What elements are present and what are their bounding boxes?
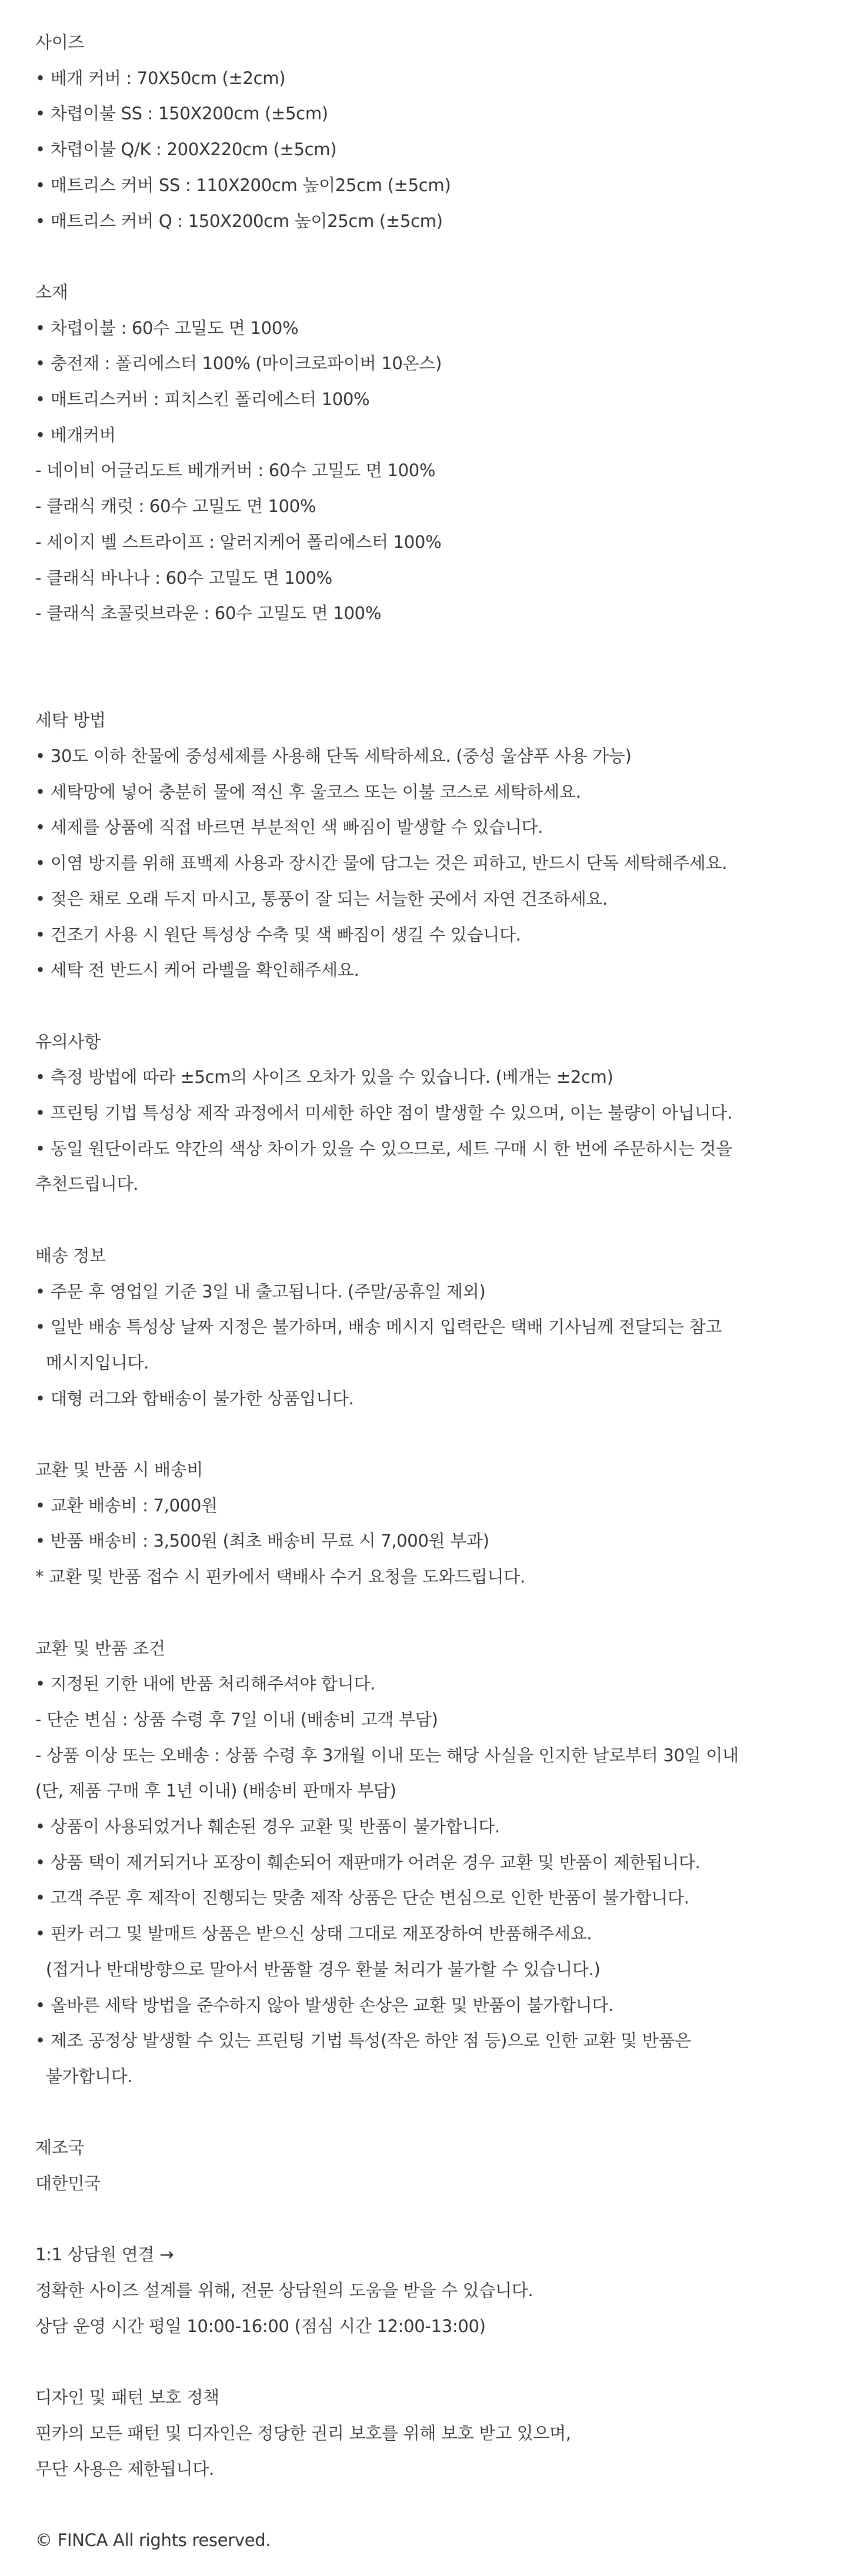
consult-item: 정확한 사이즈 설계를 위해, 전문 상담원의 도움을 받을 수 있습니다. [35, 2280, 533, 2301]
material-section [35, 275, 847, 631]
size-title: 사이즈 [35, 32, 85, 52]
washing-item: • 젖은 채로 오래 두지 마시고, 통풍이 잘 되는 서늘한 곳에서 자연 건조하세요. [35, 888, 608, 909]
material-item: - 클래식 초콜릿브라운 : 60수 고밀도 면 100% [35, 603, 382, 624]
washing-title: 세탁 방법 [35, 710, 106, 731]
washing-item: • 건조기 사용 시 원단 특성상 수축 및 색 빠짐이 생길 수 있습니다. [35, 924, 521, 945]
notice-section [35, 1024, 847, 1203]
size-section [35, 25, 847, 239]
return-terms-item: • 상품이 사용되었거나 훼손된 경우 교환 및 반품이 불가합니다. [35, 1816, 500, 1837]
origin-section [35, 2130, 847, 2201]
washing-item: • 30도 이하 찬물에 중성세제를 사용해 단독 세탁하세요. (중성 울샴푸 사용 가능) [35, 746, 632, 767]
shipping-item: 메시지입니다. [35, 1352, 149, 1373]
shipping-title: 배송 정보 [35, 1245, 106, 1266]
material-item: • 차렵이불 : 60수 고밀도 면 100% [35, 317, 299, 338]
return-terms-item: • 고객 주문 후 제작이 진행되는 맞춤 제작 상품은 단순 변심으로 인한 반품이 불가합니다. [35, 1888, 689, 1908]
return-terms-item: • 지정된 기한 내에 반품 처리해주셔야 합니다. [35, 1674, 376, 1694]
shipping-section [35, 1238, 847, 1417]
spacer [35, 631, 847, 702]
spacer [35, 2487, 847, 2523]
return-terms-item: • 올바른 세탁 방법을 준수하지 않아 발생한 손상은 교환 및 반품이 불가합니다. [35, 1995, 613, 2015]
return-terms-item: - 상품 이상 또는 오배송 : 상품 수령 후 3개월 이내 또는 해당 사실을 인지한 날로부터 30일 이내 [35, 1745, 739, 1765]
spacer [35, 2344, 847, 2380]
size-item: • 베개 커버 : 70X50cm (±2cm) [35, 68, 286, 88]
consult-link[interactable]: 1:1 상담원 연결 → [35, 2244, 174, 2265]
spacer [35, 988, 847, 1024]
spacer [35, 2095, 847, 2130]
return-fee-section [35, 1452, 847, 1595]
design-policy-item: 핀카의 모든 패턴 및 디자인은 정당한 권리 보호를 위해 보호 받고 있으며, [35, 2423, 571, 2443]
return-terms-title: 교환 및 반품 조건 [35, 1638, 165, 1658]
design-policy-section [35, 2380, 847, 2487]
material-item: - 클래식 캐럿 : 60수 고밀도 면 100% [35, 496, 316, 517]
notice-title: 유의사항 [35, 1031, 101, 1052]
shipping-item: • 대형 러그와 합배송이 불가한 상품입니다. [35, 1388, 354, 1409]
spacer [35, 239, 847, 275]
return-terms-item: - 단순 변심 : 상품 수령 후 7일 이내 (배송비 고객 부담) [35, 1709, 438, 1729]
return-terms-item: • 제조 공정상 발생할 수 있는 프린팅 기법 특성(작은 하얀 점 등)으로 인한 교환 및 반품은 [35, 2030, 691, 2051]
material-title: 소재 [35, 282, 68, 302]
shipping-item: • 일반 배송 특성상 날짜 지정은 불가하며, 배송 메시지 입력란은 택배 기사님께 전달되는 참고 [35, 1317, 722, 1337]
size-item: • 차렵이불 Q/K : 200X220cm (±5cm) [35, 139, 337, 160]
spacer [35, 1595, 847, 1631]
consult-item: 상담 운영 시간 평일 10:00-16:00 (점심 시간 12:00-13:00) [35, 2316, 486, 2336]
washing-section [35, 702, 847, 988]
notice-item: • 프린팅 기법 특성상 제작 과정에서 미세한 하얀 점이 발생할 수 있으며, 이는 불량이 아닙니다. [35, 1103, 732, 1123]
spacer [35, 1416, 847, 1452]
origin-title: 제조국 [35, 2137, 85, 2158]
washing-item: • 이염 방지를 위해 표백제 사용과 장시간 물에 담그는 것은 피하고, 반드시 단독 세탁해주세요. [35, 853, 727, 874]
return-fee-title: 교환 및 반품 시 배송비 [35, 1460, 204, 1480]
return-terms-item: 불가합니다. [35, 2066, 133, 2086]
return-fee-item: * 교환 및 반품 접수 시 핀카에서 택배사 수거 요청을 도와드립니다. [35, 1567, 525, 1587]
design-policy-title: 디자인 및 패턴 보호 정책 [35, 2387, 219, 2408]
washing-item: • 세탁망에 넣어 충분히 물에 적신 후 울코스 또는 이불 코스로 세탁하세요. [35, 781, 581, 802]
spacer [35, 1202, 847, 1238]
material-item: • 충전재 : 폴리에스터 100% (마이크로파이버 10온스) [35, 353, 442, 374]
return-terms-item: • 핀카 러그 및 발매트 상품은 받으신 상태 그대로 재포장하여 반품해주세요. [35, 1923, 592, 1944]
origin-value: 대한민국 [35, 2173, 101, 2194]
notice-item: 추천드립니다. [35, 1174, 139, 1195]
footer [35, 2523, 847, 2558]
return-terms-section [35, 1631, 847, 2095]
material-item: - 클래식 바나나 : 60수 고밀도 면 100% [35, 567, 332, 588]
size-item: • 차렵이불 SS : 150X200cm (±5cm) [35, 103, 328, 124]
material-item: • 베개커버 [35, 424, 116, 445]
design-policy-item: 무단 사용은 제한됩니다. [35, 2458, 214, 2479]
washing-item: • 세제를 상품에 직접 바르면 부분적인 색 빠짐이 발생할 수 있습니다. [35, 817, 543, 838]
material-item: - 세이지 벨 스트라이프 : 알러지케어 폴리에스터 100% [35, 531, 442, 552]
size-item: • 매트리스 커버 Q : 150X200cm 높이25cm (±5cm) [35, 210, 443, 231]
shipping-item: • 주문 후 영업일 기준 3일 내 출고됩니다. (주말/공휴일 제외) [35, 1281, 486, 1302]
size-item: • 매트리스 커버 SS : 110X200cm 높이25cm (±5cm) [35, 175, 451, 195]
consult-section [35, 2237, 847, 2344]
notice-item: • 측정 방법에 따라 ±5cm의 사이즈 오차가 있을 수 있습니다. (베개는 ±2cm) [35, 1067, 613, 1088]
copyright-text: © FINCA All rights reserved. [35, 2530, 271, 2551]
return-fee-item: • 반품 배송비 : 3,500원 (최초 배송비 무료 시 7,000원 부과) [35, 1531, 489, 1551]
return-terms-item: (단, 제품 구매 후 1년 이내) (배송비 판매자 부담) [35, 1781, 396, 1801]
notice-item: • 동일 원단이라도 약간의 색상 차이가 있을 수 있으므로, 세트 구매 시 한 번에 주문하시는 것을 [35, 1138, 732, 1159]
return-terms-item: (접거나 반대방향으로 말아서 반품할 경우 환불 처리가 불가할 수 있습니다.) [35, 1959, 601, 1979]
washing-item: • 세탁 전 반드시 케어 라벨을 확인해주세요. [35, 960, 359, 981]
material-item: - 네이비 어글리도트 베개커버 : 60수 고밀도 면 100% [35, 460, 436, 481]
return-fee-item: • 교환 배송비 : 7,000원 [35, 1495, 218, 1516]
material-item: • 매트리스커버 : 피치스킨 폴리에스터 100% [35, 389, 370, 410]
return-terms-item: • 상품 택이 제거되거나 포장이 훼손되어 재판매가 어려운 경우 교환 및 반품이 제한됩니다. [35, 1852, 701, 1872]
spacer [35, 2202, 847, 2237]
